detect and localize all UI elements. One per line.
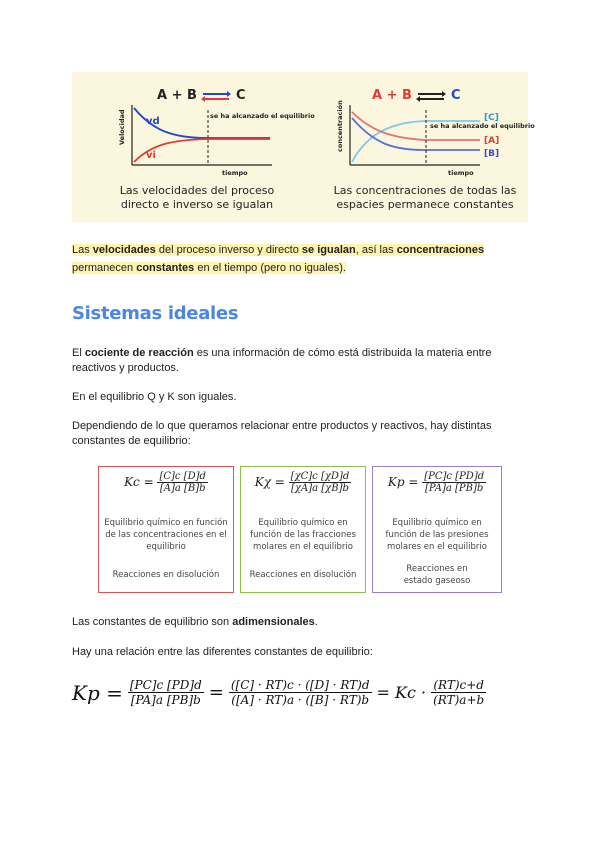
caption-line: Las concentraciones de todas las [333, 184, 517, 197]
section-heading: Sistemas ideales [72, 303, 239, 324]
text: El [72, 347, 85, 359]
reaction-reactants: A + B [372, 88, 412, 103]
equilibrium-note: se ha alcanzado el equilibrio [210, 112, 315, 120]
caption-line: Las velocidades del proceso [119, 184, 275, 197]
velocity-plot [112, 100, 315, 178]
formula-lhs: Kc = [124, 475, 154, 489]
summary-line-2 [72, 262, 346, 274]
fraction [157, 471, 207, 494]
equation-middle: = Kc · [376, 683, 427, 702]
paragraph-constants [72, 419, 542, 449]
text: , así las [355, 244, 397, 256]
c-label: [C] [484, 113, 499, 123]
reaction-product: C [235, 88, 246, 103]
text: constantes de equilibrio: [72, 435, 191, 447]
vi-label: vi [146, 150, 156, 161]
equals-sign: = [208, 682, 224, 703]
numerator: ([C] · RT)c · ([D] · RT)d [230, 678, 370, 692]
text: función de las presiones [385, 530, 489, 540]
x-axis-label: tiempo [222, 169, 248, 177]
fraction [229, 678, 372, 707]
text: del proceso inverso y directo [155, 244, 302, 256]
numerator: (RT)c+d [431, 678, 486, 693]
kc-formula [99, 471, 233, 494]
text: Equilibrio químico en función [104, 518, 228, 528]
kp-formula [373, 471, 501, 494]
b-label: [B] [484, 149, 500, 159]
kx-phase [245, 569, 361, 581]
concentration-caption [330, 184, 520, 212]
denominator: [PA]a [PB]b [130, 693, 201, 707]
equation-lhs: Kp = [72, 680, 123, 705]
kc-description [103, 517, 229, 553]
text: equilibrio [146, 542, 186, 552]
text: Las constantes de equilibrio son [72, 616, 233, 628]
numerator: [PC]c [PD]d [424, 471, 485, 482]
text: de las concentraciones en el [105, 530, 227, 540]
fraction [128, 678, 204, 707]
formula-lhs: Kχ = [254, 475, 285, 489]
kc-box [98, 466, 234, 593]
summary-line-1 [72, 244, 484, 256]
vd-label: vd [146, 116, 160, 127]
text: Reacciones en disolución [112, 570, 220, 580]
y-axis-label: concentración [336, 100, 344, 152]
equilibrium-figure [72, 72, 535, 222]
fraction [422, 471, 486, 494]
text: Dependiendo de lo que queramos relacionar entre productos y reactivos, hay distintas [72, 420, 492, 432]
paragraph-relation: Hay una relación entre las diferentes constantes de equilibrio: [72, 646, 373, 658]
text: molares en el equilibrio [253, 542, 353, 552]
caption-line: espacies permanece constantes [336, 198, 514, 211]
text: permanecen [72, 262, 137, 274]
concentration-plot [330, 100, 535, 178]
kx-description [245, 517, 361, 553]
velocity-panel [112, 72, 315, 222]
bold-term: constantes [136, 262, 195, 274]
bold-term: concentraciones [396, 244, 485, 256]
a-label: [A] [484, 136, 500, 146]
text: estado gaseoso [403, 576, 471, 586]
summary-paragraph [72, 240, 542, 276]
equilibrium-note: se ha alcanzado el equilibrio [430, 122, 535, 130]
caption-line: directo e inverso se igualan [120, 198, 274, 211]
bold-term: se igualan [301, 244, 356, 256]
bold-term: adimensionales [232, 616, 315, 628]
kp-description [377, 517, 497, 553]
denominator: ([A] · RT)a · ([B] · RT)b [231, 693, 370, 707]
reaction-reactants: A + B [157, 88, 197, 103]
reaction-product: C [450, 88, 461, 103]
x-axis-label: tiempo [448, 169, 474, 177]
text: Equilibrio químico en [258, 518, 348, 528]
kp-phase [377, 563, 497, 587]
bold-term: cociente de reacción [84, 347, 194, 359]
velocity-caption [112, 184, 282, 212]
denominator: [PA]a [PB]b [425, 483, 484, 494]
kx-formula [241, 471, 365, 494]
concentration-panel [330, 72, 535, 222]
y-axis-label: Velocidad [118, 109, 126, 145]
text: . [314, 616, 318, 628]
numerator: [χC]c [χD]d [290, 471, 350, 482]
paragraph-dimensionless [72, 615, 542, 630]
text: en el tiempo (pero no iguales). [194, 262, 346, 274]
kx-box [240, 466, 366, 593]
fraction [431, 678, 486, 707]
paragraph-quotient [72, 346, 542, 376]
kc-phase [103, 569, 229, 581]
text: Reacciones en disolución [249, 570, 357, 580]
paragraph-equilibrium: En el equilibrio Q y K son iguales. [72, 391, 237, 403]
denominator: [χA]a [χB]b [291, 483, 349, 494]
kp-box [372, 466, 502, 593]
text: molares en el equilibrio [387, 542, 487, 552]
text: Las [72, 244, 93, 256]
text: reactivos y productos. [72, 362, 179, 374]
denominator: (RT)a+b [433, 693, 485, 707]
formula-lhs: Kp = [387, 475, 419, 489]
text: Reacciones en [406, 564, 468, 574]
text: Equilibrio químico en [392, 518, 482, 528]
fraction [289, 471, 352, 494]
text: es una información de cómo está distribuida la materia entre [193, 347, 492, 359]
numerator: [C]c [D]d [159, 471, 206, 482]
denominator: [A]a [B]b [159, 483, 206, 494]
bold-term: velocidades [92, 244, 156, 256]
constants-relation-equation [72, 678, 542, 707]
text: función de las fracciones [250, 530, 356, 540]
numerator: [PC]c [PD]d [129, 678, 202, 692]
